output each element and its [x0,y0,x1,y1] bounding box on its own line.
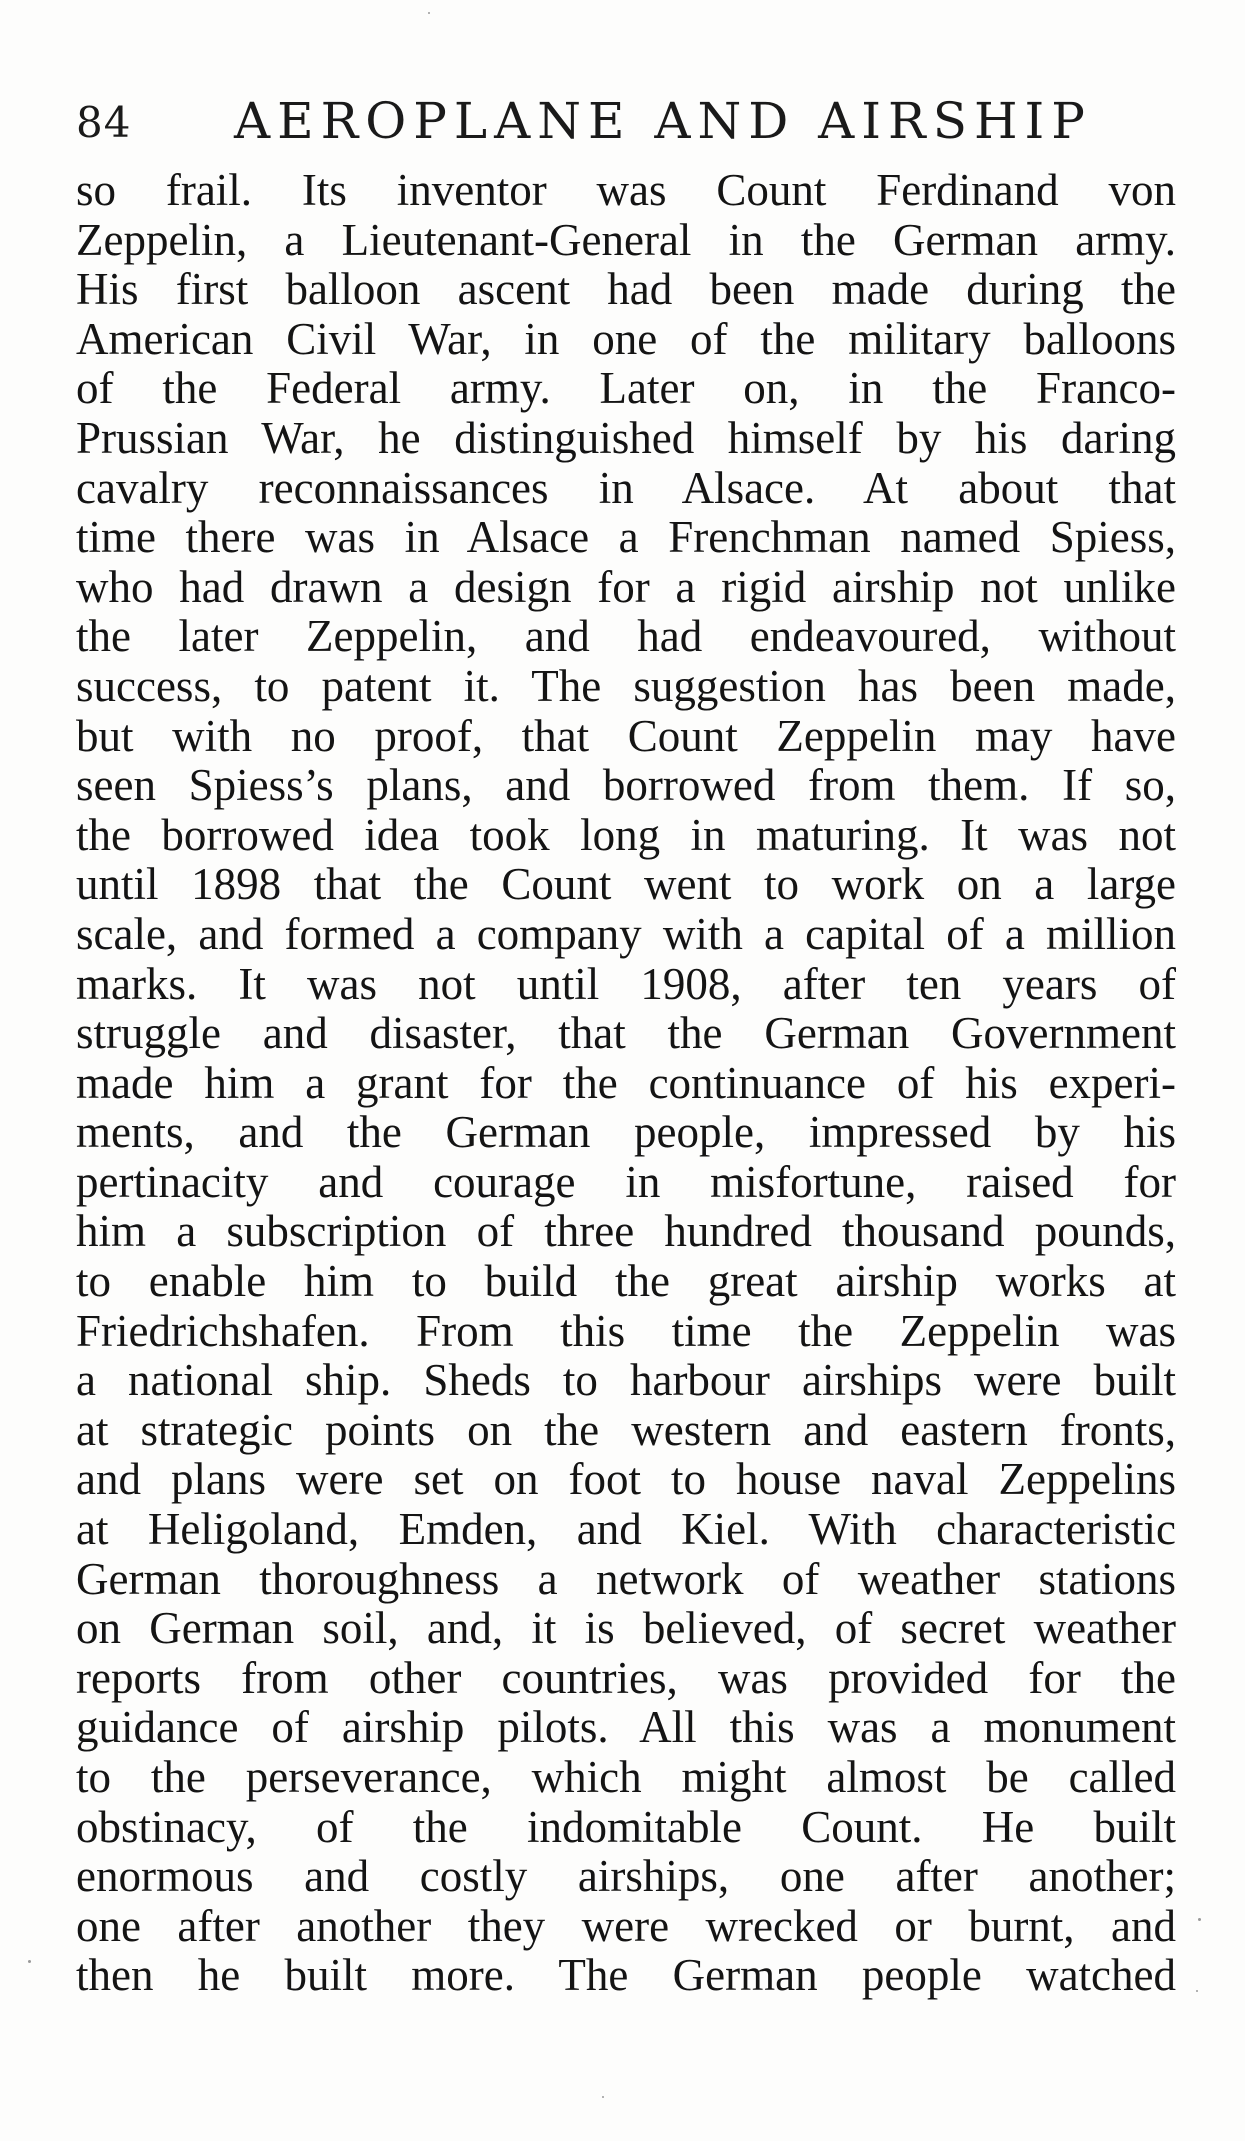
paper-speck [28,1960,31,1963]
paper-speck [428,12,430,14]
text-line: a national ship. Sheds to harbour airships were built [76,1356,1176,1406]
text-line: who had drawn a design for a rigid airship not unlike [76,562,1176,612]
text-line: Prussian War, he distinguished himself by his daring [76,413,1176,463]
text-line: cavalry reconnaissances in Alsace. At about that [76,463,1176,513]
text-line: him a subscription of three hundred thousand pounds, [76,1207,1176,1257]
text-line: and plans were set on foot to house naval Zeppelins [76,1455,1176,1505]
body-text [76,166,1176,2001]
text-line: reports from other countries, was provided for the [76,1653,1176,1703]
text-line: pertinacity and courage in misfortune, raised for [76,1157,1176,1207]
text-line: then he built more. The German people watched [76,1951,1176,2001]
running-head [76,92,1176,158]
text-line: to enable him to build the great airship works at [76,1257,1176,1307]
text-line: seen Spiess’s plans, and borrowed from them. If so, [76,761,1176,811]
text-line: German thoroughness a network of weather stations [76,1554,1176,1604]
text-line: time there was in Alsace a Frenchman named Spiess, [76,513,1176,563]
text-line: but with no proof, that Count Zeppelin may have [76,711,1176,761]
text-line: one after another they were wrecked or burnt, and [76,1901,1176,1951]
text-line: so frail. Its inventor was Count Ferdinand von [76,166,1176,215]
text-line: at Heligoland, Emden, and Kiel. With characteristic [76,1505,1176,1555]
text-line: Zeppelin, a Lieutenant-General in the German army. [76,215,1176,265]
page-number: 84 [76,98,132,147]
text-line: the borrowed idea took long in maturing. It was not [76,810,1176,860]
text-line: until 1898 that the Count went to work on a large [76,860,1176,910]
text-line: enormous and costly airships, one after another; [76,1852,1176,1902]
text-line: the later Zeppelin, and had endeavoured, without [76,612,1176,662]
text-line: success, to patent it. The suggestion has been made, [76,661,1176,711]
text-line: guidance of airship pilots. All this was a monument [76,1703,1176,1753]
text-line: on German soil, and, it is believed, of secret weather [76,1604,1176,1654]
text-line: struggle and disaster, that the German Government [76,1009,1176,1059]
paper-speck [602,2096,604,2098]
paper-speck [1196,1990,1198,1992]
text-line: Friedrichshafen. From this time the Zeppelin was [76,1306,1176,1356]
paper-speck [1198,1918,1201,1921]
text-line: His first balloon ascent had been made during the [76,265,1176,315]
text-line: ments, and the German people, impressed by his [76,1108,1176,1158]
text-line: scale, and formed a company with a capital of a million [76,909,1176,959]
text-line: to the perseverance, which might almost be called [76,1753,1176,1802]
text-line: at strategic points on the western and eastern fronts, [76,1405,1176,1455]
text-line: obstinacy, of the indomitable Count. He built [76,1802,1176,1852]
text-line: American Civil War, in one of the military balloons [76,314,1176,364]
text-line: made him a grant for the continuance of his experi- [76,1058,1176,1108]
running-title: AEROPLANE AND AIRSHIP [234,92,1092,150]
text-line: of the Federal army. Later on, in the Franco- [76,364,1176,414]
text-line: marks. It was not until 1908, after ten years of [76,959,1176,1009]
